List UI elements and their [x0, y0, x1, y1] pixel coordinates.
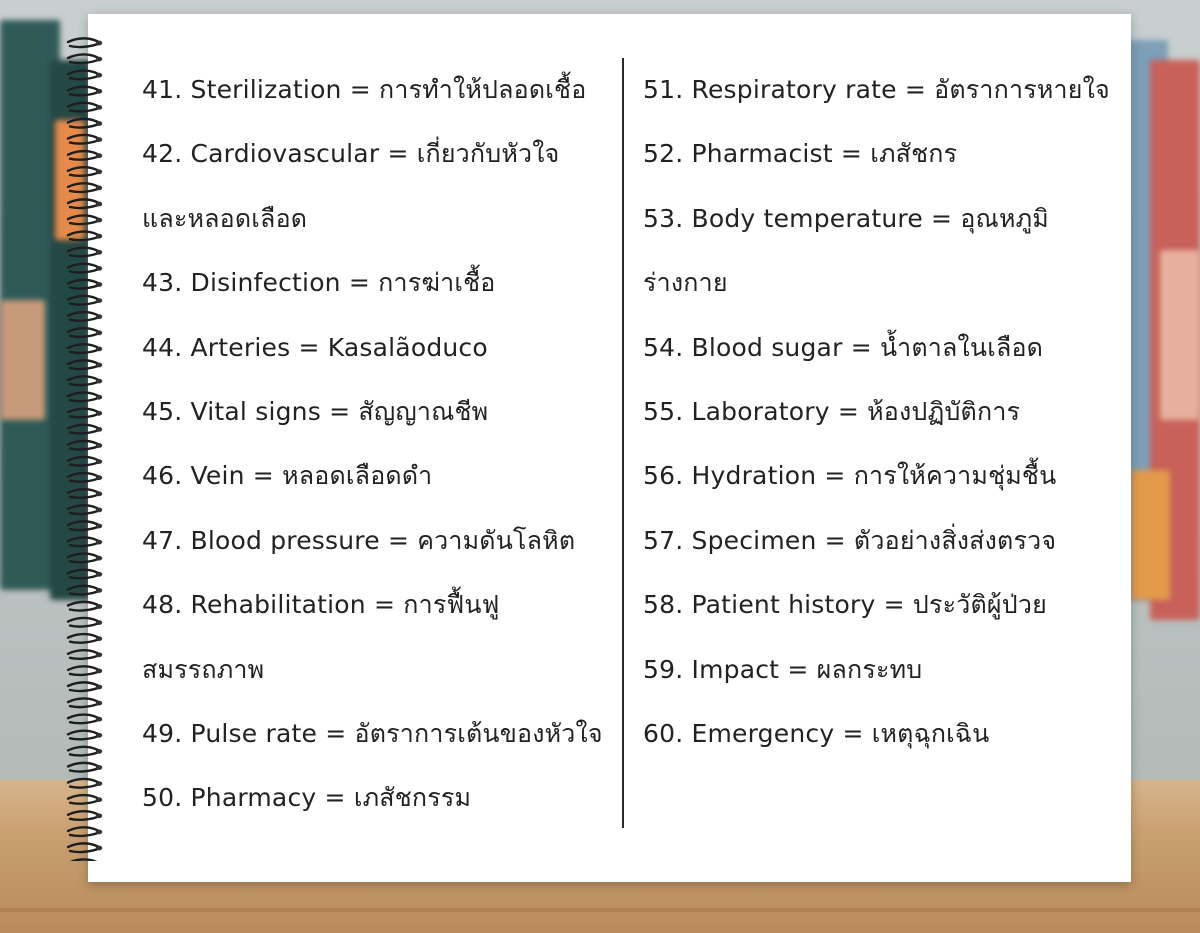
spiral-coil: [68, 473, 102, 482]
spiral-coil: [68, 811, 102, 820]
spiral-coil: [68, 521, 102, 530]
spiral-coil: [68, 376, 102, 385]
vocab-line: 60. Emergency = เหตุฉุกเฉิน: [643, 718, 990, 748]
spiral-coil: [68, 393, 102, 402]
spiral-coil: [68, 779, 102, 788]
vocab-line: 52. Pharmacist = เภสัชกร: [643, 139, 958, 169]
background-book: [1130, 470, 1170, 600]
spiral-coil: [68, 682, 102, 691]
spiral-coil: [68, 151, 102, 160]
spiral-coil: [68, 425, 102, 434]
table-edge: [0, 908, 1200, 912]
spiral-coil: [68, 731, 102, 740]
spiral-coil: [68, 698, 102, 707]
vocab-line: 56. Hydration = การให้ความชุ่มชื้น: [643, 461, 1057, 491]
spiral-coil: [68, 537, 102, 546]
vocab-line: 55. Laboratory = ห้องปฏิบัติการ: [643, 396, 1021, 426]
spiral-coil: [68, 312, 102, 321]
spiral-coil: [68, 634, 102, 643]
spiral-coil: [68, 344, 102, 353]
spiral-coil: [68, 715, 102, 724]
vocab-line: 57. Specimen = ตัวอย่างสิ่งส่งตรวจ: [643, 525, 1057, 555]
vocab-line: 51. Respiratory rate = อัตราการหายใจ: [643, 75, 1110, 104]
vocab-column-right: [643, 58, 1123, 766]
spiral-coil: [68, 103, 102, 112]
column-divider: [622, 58, 624, 828]
spiral-coil: [68, 763, 102, 772]
spiral-coil: [68, 618, 102, 627]
spiral-coil: [68, 441, 102, 450]
spiral-coil: [68, 167, 102, 176]
spiral-coil: [68, 827, 102, 836]
spiral-coil: [68, 360, 102, 369]
spiral-coil: [68, 232, 102, 241]
background-book: [0, 300, 45, 420]
vocab-line: 45. Vital signs = สัญญาณชีพ: [142, 396, 489, 426]
spiral-coil: [68, 489, 102, 498]
spiral-coil: [68, 296, 102, 305]
vocab-line: ร่างกาย: [643, 268, 728, 298]
vocab-line: 47. Blood pressure = ความดันโลหิต: [142, 525, 576, 555]
spiral-coil: [68, 570, 102, 579]
vocab-line: สมรรถภาพ: [142, 654, 265, 684]
vocab-line: 59. Impact = ผลกระทบ: [643, 654, 923, 684]
spiral-coil: [68, 135, 102, 144]
spiral-coil: [68, 795, 102, 804]
vocab-line: 43. Disinfection = การฆ่าเชื้อ: [142, 268, 496, 298]
background-book: [1160, 250, 1200, 420]
spiral-coil: [68, 650, 102, 659]
spiral-coil: [68, 554, 102, 563]
vocab-line: 42. Cardiovascular = เกี่ยวกับหัวใจ: [142, 139, 560, 169]
vocab-line: 44. Arteries = Kasalãoduco: [142, 332, 488, 362]
vocab-line: 41. Sterilization = การทำให้ปลอดเชื้อ: [142, 75, 587, 104]
spiral-coil: [68, 71, 102, 80]
vocab-line: 54. Blood sugar = น้ำตาลในเลือด: [643, 332, 1044, 362]
spiral-coil: [68, 119, 102, 128]
spiral-coil: [68, 38, 102, 47]
vocab-line: 48. Rehabilitation = การฟื้นฟู: [142, 590, 500, 620]
spiral-coil: [68, 843, 102, 852]
spiral-coil: [68, 280, 102, 289]
spiral-coil: [68, 183, 102, 192]
spiral-coil: [68, 457, 102, 466]
spiral-coil: [68, 859, 102, 861]
spiral-coil: [68, 215, 102, 224]
vocab-line: 46. Vein = หลอดเลือดดำ: [142, 461, 433, 491]
vocab-line: 58. Patient history = ประวัติผู้ป่วย: [643, 590, 1047, 620]
spiral-coil: [68, 248, 102, 257]
spiral-coil: [68, 199, 102, 208]
spiral-coil: [68, 586, 102, 595]
spiral-coil: [68, 328, 102, 337]
spiral-coil: [68, 602, 102, 611]
vocab-line: 49. Pulse rate = อัตราการเต้นของหัวใจ: [142, 718, 603, 748]
spiral-coil: [68, 87, 102, 96]
spiral-binding-icon: [66, 36, 106, 861]
spiral-coil: [68, 409, 102, 418]
spiral-coil: [68, 505, 102, 514]
vocab-line: 50. Pharmacy = เภสัชกรรม: [142, 783, 472, 813]
spiral-coil: [68, 264, 102, 273]
spiral-coil: [68, 666, 102, 675]
vocab-line: 53. Body temperature = อุณหภูมิ: [643, 203, 1049, 233]
vocab-column-left: [142, 58, 617, 831]
vocab-line: และหลอดเลือด: [142, 203, 308, 233]
spiral-coil: [68, 54, 102, 63]
spiral-coil: [68, 747, 102, 756]
